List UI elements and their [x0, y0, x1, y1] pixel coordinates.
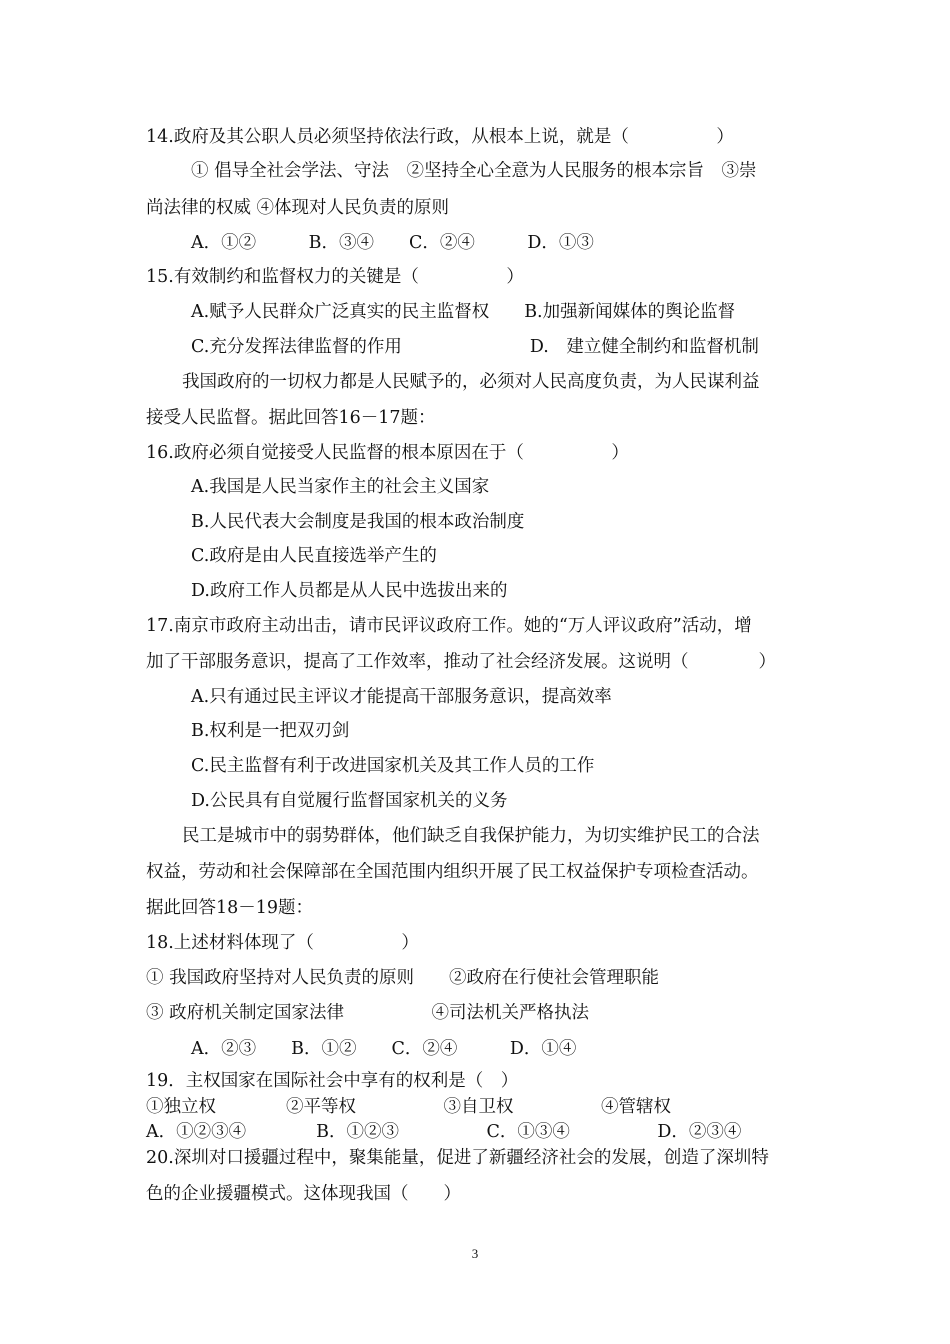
question-17-option-d: D.公民具有自觉履行监督国家机关的义务 — [191, 791, 508, 811]
question-20-line-2: 色的企业援疆模式。这体现我国（ ） — [146, 1184, 461, 1204]
question-17-line-2: 加了干部服务意识，提高了工作效率，推动了社会经济发展。这说明（ ） — [146, 652, 776, 672]
question-14-statements: ① 倡导全社会学法、守法 ②坚持全心全意为人民服务的根本宗旨 ③崇 — [191, 161, 757, 181]
question-17-option-c: C.民主监督有利于改进国家机关及其工作人员的工作 — [191, 756, 595, 776]
question-19-statements: ①独立权 ②平等权 ③自卫权 ④管辖权 — [146, 1097, 671, 1117]
material-2-line-2: 权益，劳动和社会保障部在全国范围内组织开展了民工权益保护专项检查活动。 — [146, 862, 759, 882]
question-18-statements-1: ① 我国政府坚持对人民负责的原则 ②政府在行使社会管理职能 — [146, 968, 660, 988]
question-16-option-b: B.人民代表大会制度是我国的根本政治制度 — [191, 512, 525, 532]
question-15: 15.有效制约和监督权力的关键是（ ） — [146, 267, 524, 287]
question-16-option-c: C.政府是由人民直接选举产生的 — [191, 546, 437, 566]
page-number: 3 — [471, 1246, 479, 1261]
question-16-option-a: A.我国是人民当家作主的社会主义国家 — [191, 477, 490, 497]
question-16-option-d: D.政府工作人员都是从人民中选拔出来的 — [191, 581, 508, 601]
question-20-line-1: 20.深圳对口援疆过程中，聚集能量，促进了新疆经济社会的发展，创造了深圳特 — [146, 1148, 769, 1168]
question-14-statements-cont: 尚法律的权威 ④体现对人民负责的原则 — [146, 198, 450, 218]
question-18-statements-2: ③ 政府机关制定国家法律 ④司法机关严格执法 — [146, 1003, 590, 1023]
question-17-option-a: A.只有通过民主评议才能提高干部服务意识，提高效率 — [191, 687, 612, 707]
question-15-options-ab: A.赋予人民群众广泛真实的民主监督权 B.加强新闻媒体的舆论监督 — [191, 302, 736, 322]
material-2-line-3: 据此回答18－19题： — [146, 898, 314, 918]
material-1-line-1: 我国政府的一切权力都是人民赋予的，必须对人民高度负责，为人民谋利益 — [182, 372, 760, 392]
question-18-options: A．②③ B．①② C．②④ D．①④ — [191, 1039, 577, 1059]
question-17-line-1: 17.南京市政府主动出击，请市民评议政府工作。她的“万人评议政府”活动，增 — [146, 616, 752, 636]
material-2-line-1: 民工是城市中的弱势群体，他们缺乏自我保护能力，为切实维护民工的合法 — [182, 826, 760, 846]
question-19: 19．主权国家在国际社会中享有的权利是（ ） — [146, 1071, 519, 1091]
question-14-options: A．①② B．③④ C．②④ D．①③ — [191, 233, 594, 253]
question-19-options: A．①②③④ B．①②③ C．①③④ D．②③④ — [146, 1122, 742, 1142]
material-1-line-2: 接受人民监督。据此回答16－17题： — [146, 408, 436, 428]
question-17-option-b: B.权利是一把双刃剑 — [191, 721, 350, 741]
question-18: 18.上述材料体现了（ ） — [146, 933, 419, 953]
question-14: 14.政府及其公职人员必须坚持依法行政，从根本上说，就是（ ） — [146, 127, 734, 147]
question-16: 16.政府必须自觉接受人民监督的根本原因在于（ ） — [146, 443, 629, 463]
question-15-options-cd: C.充分发挥法律监督的作用 D. 建立健全制约和监督机制 — [191, 337, 759, 357]
